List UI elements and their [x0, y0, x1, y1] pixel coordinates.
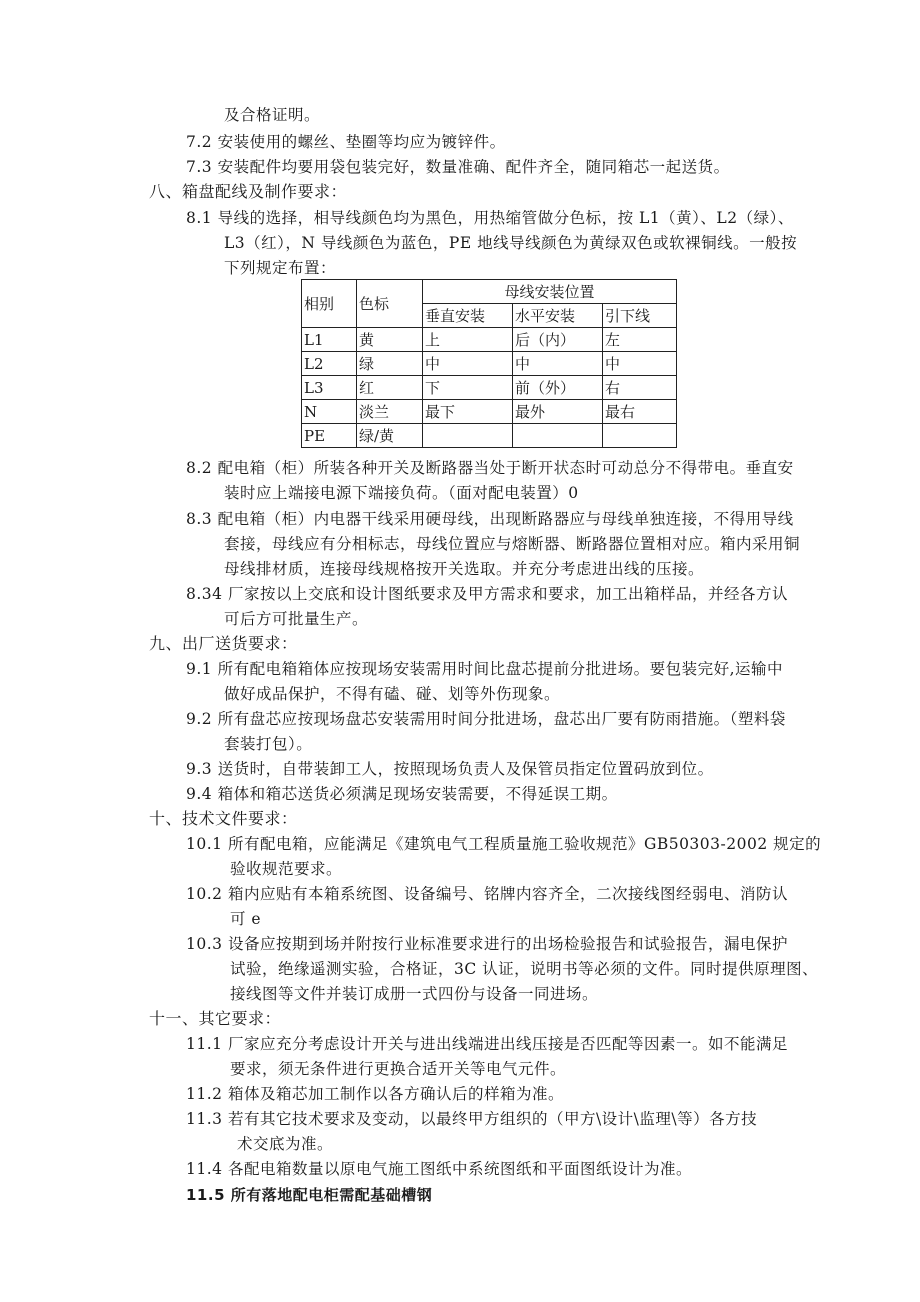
text-line: 11.3 若有其它技术要求及变动，以最终甲方组织的（甲方\设计\监理\等）各方技	[186, 1110, 758, 1128]
table-cell: 左	[603, 328, 677, 352]
text-line: 可后方可批量生产。	[224, 610, 369, 628]
table-cell: 绿/黄	[357, 424, 423, 448]
text-line: 10.3 设备应按期到场并附按行业标准要求进行的出场检验报告和试验报告，漏电保护	[186, 935, 788, 953]
text-line: 10.2 箱内应贴有本箱系统图、设备编号、铭牌内容齐全，二次接线图经弱电、消防认	[186, 885, 788, 903]
text-line: 11.5 所有落地配电柜需配基础槽钢	[186, 1186, 433, 1204]
table-cell	[603, 424, 677, 448]
table-row	[302, 376, 677, 400]
table-cell: 红	[357, 376, 423, 400]
table-cell: 绿	[357, 352, 423, 376]
text-line: 下列规定布置：	[224, 259, 337, 277]
table-cell: 最下	[423, 400, 513, 424]
text-line: 试验，绝缘遥测实验，合格证，3C 认证，说明书等必须的文件。同时提供原理图、	[230, 960, 819, 978]
table-row	[302, 328, 677, 352]
table-cell: 最右	[603, 400, 677, 424]
text-line: 套装打包）。	[224, 735, 313, 753]
table-cell	[513, 424, 603, 448]
text-line: 8.3 配电箱（柜）内电器干线采用硬母线，出现断路器应与母线单独连接，不得用导线	[186, 510, 794, 528]
text-line: 套接，母线应有分相标志，母线位置应与熔断器、断路器位置相对应。箱内采用铜	[224, 535, 801, 553]
text-line: 9.2 所有盘芯应按现场盘芯安装需用时间分批进场，盘芯出厂要有防雨措施。（塑料袋	[186, 710, 786, 728]
table-cell: PE	[302, 424, 357, 448]
text-line: 11.1 厂家应充分考虑设计开关与进出线端进出线压接是否匹配等因素一。如不能满足	[186, 1035, 788, 1053]
text-line: 术交底为准。	[237, 1135, 334, 1153]
table-cell: 右	[603, 376, 677, 400]
text-line: L3（红），N 导线颜色为蓝色，PE 地线导线颜色为黄绿双色或软裸铜线。一般按	[224, 234, 798, 252]
section-heading: 九、出厂送货要求：	[149, 634, 298, 653]
table-header-cell: 色标	[357, 280, 423, 328]
text-line: 母线排材质，连接母线规格按开关选取。并充分考虑进出线的压接。	[224, 560, 705, 578]
phase-color-table	[301, 279, 677, 448]
text-line: 要求，须无条件进行更换合适开关等电气元件。	[230, 1060, 567, 1078]
table-cell: 黄	[357, 328, 423, 352]
text-line: 10.1 所有配电箱，应能满足《建筑电气工程质量施工验收规范》GB50303-2002 规定的	[186, 835, 822, 853]
section-heading: 十一、其它要求：	[149, 1009, 282, 1028]
table-cell: N	[302, 400, 357, 424]
table-cell: 中	[513, 352, 603, 376]
text-line: 接线图等文件并装订成册一式四份与设备一同进场。	[230, 985, 599, 1003]
table-cell	[423, 424, 513, 448]
table-cell: 中	[423, 352, 513, 376]
section-heading: 八、箱盘配线及制作要求：	[149, 182, 348, 201]
table-header-cell: 引下线	[603, 304, 677, 328]
table-header-cell: 母线安装位置	[423, 280, 677, 304]
table-cell: 后（内）	[513, 328, 603, 352]
text-line: 可 e	[230, 910, 262, 928]
table-row	[302, 424, 677, 448]
table-header-cell: 垂直安装	[423, 304, 513, 328]
text-line: 9.1 所有配电箱箱体应按现场安装需用时间比盘芯提前分批进场。要包装完好,运输中	[186, 660, 784, 678]
table-row	[302, 280, 677, 304]
text-line: 9.3 送货时，自带装卸工人，按照现场负责人及保管员指定位置码放到位。	[186, 760, 714, 778]
table-row	[302, 352, 677, 376]
text-line: 做好成品保护，不得有磕、碰、划等外伤现象。	[224, 685, 561, 703]
text-line: 8.2 配电箱（柜）所装各种开关及断路器当处于断开状态时可动总分不得带电。垂直安	[186, 459, 794, 477]
table-cell: L2	[302, 352, 357, 376]
text-line: 8.34 厂家按以上交底和设计图纸要求及甲方需求和要求，加工出箱样品，并经各方认	[186, 585, 788, 603]
text-line: 装时应上端接电源下端接负荷。（面对配电装置）0	[224, 484, 579, 502]
table-cell: 淡兰	[357, 400, 423, 424]
section-heading: 十、技术文件要求：	[149, 809, 298, 828]
table-header-cell: 相别	[302, 280, 357, 328]
table-cell: 最外	[513, 400, 603, 424]
text-line: 11.4 各配电箱数量以原电气施工图纸中系统图纸和平面图纸设计为准。	[186, 1160, 692, 1178]
text-line: 及合格证明。	[224, 106, 321, 124]
table-row	[302, 400, 677, 424]
text-line: 7.3 安装配件均要用袋包装完好，数量准确、配件齐全，随同箱芯一起送货。	[186, 158, 730, 176]
text-line: 验收规范要求。	[230, 860, 343, 878]
table-header-cell: 水平安装	[513, 304, 603, 328]
text-line: 9.4 箱体和箱芯送货必须满足现场安装需要，不得延误工期。	[186, 785, 618, 803]
table-cell: 下	[423, 376, 513, 400]
text-line: 7.2 安装使用的螺丝、垫圈等均应为镀锌件。	[186, 133, 506, 151]
table-cell: 上	[423, 328, 513, 352]
table-cell: 前（外）	[513, 376, 603, 400]
table-cell: L3	[302, 376, 357, 400]
table-cell: L1	[302, 328, 357, 352]
text-line: 11.2 箱体及箱芯加工制作以各方确认后的样箱为准。	[186, 1085, 564, 1103]
text-line: 8.1 导线的选择，相导线颜色均为黑色，用热缩管做分色标，按 L1（黄）、L2（绿）、	[186, 209, 794, 227]
table-cell: 中	[603, 352, 677, 376]
